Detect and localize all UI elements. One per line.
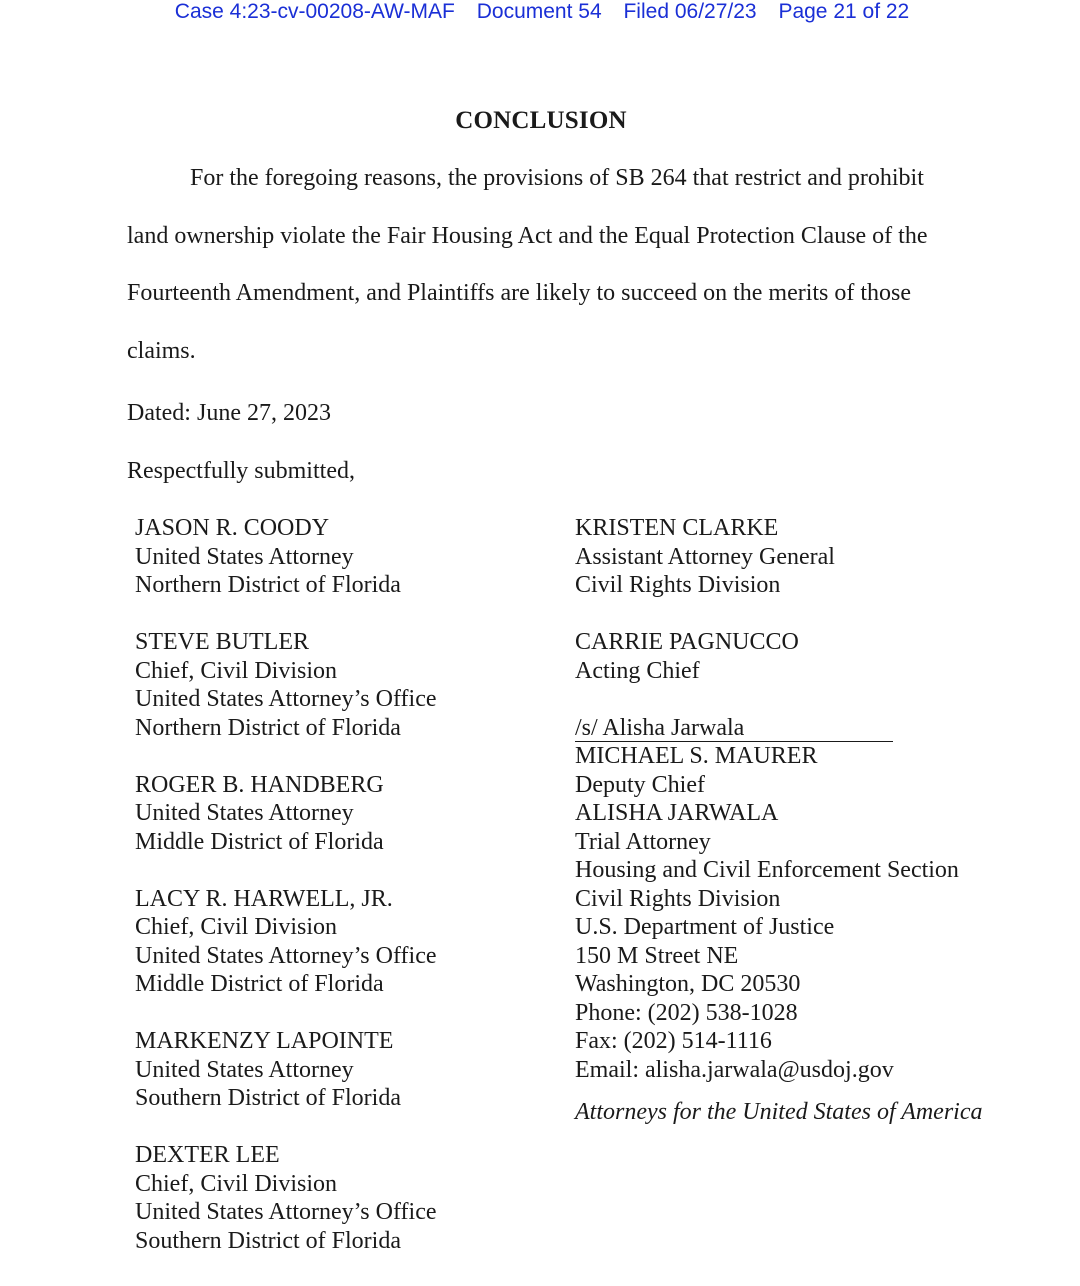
signatory-title: Acting Chief	[575, 657, 700, 684]
signatory-name: MARKENZY LAPOINTE	[135, 1028, 394, 1054]
signatory-contact-block	[575, 742, 983, 1084]
street-address: 150 M Street NE	[575, 942, 739, 969]
signatory-title: United States Attorney	[135, 543, 354, 570]
department-name: U.S. Department of Justice	[575, 914, 835, 940]
email-address: Email: alisha.jarwala@usdoj.gov	[575, 1056, 894, 1083]
right-signature-column	[575, 514, 983, 1127]
division-name: Civil Rights Division	[575, 885, 781, 912]
signatory-name: ALISHA JARWALA	[575, 800, 779, 826]
signatory-district: Southern District of Florida	[135, 1227, 401, 1254]
signatory-title: Deputy Chief	[575, 771, 705, 798]
signatory-title: United States Attorney	[135, 1056, 354, 1083]
signatory-title: United States Attorney	[135, 800, 354, 826]
signatory-block	[135, 514, 437, 600]
paragraph-line: Fourteenth Amendment, and Plaintiffs are likely to succeed on the merits of those	[127, 280, 912, 306]
signatory-block	[135, 1141, 437, 1255]
signatory-title: Assistant Attorney General	[575, 543, 835, 570]
signatory-block	[575, 514, 983, 600]
conclusion-paragraph	[127, 150, 967, 380]
paragraph-line: claims.	[127, 337, 196, 364]
fax-number: Fax: (202) 514-1116	[575, 1028, 772, 1054]
page-number: Page 21 of 22	[778, 0, 910, 23]
signatory-name: ROGER B. HANDBERG	[135, 771, 384, 798]
respectfully-submitted: Respectfully submitted,	[127, 458, 355, 484]
signatory-block	[135, 771, 437, 857]
signatory-block	[135, 885, 437, 999]
document-number: Document 54	[476, 0, 602, 23]
signatory-district: Northern District of Florida	[135, 714, 401, 741]
filing-header	[0, 0, 1080, 24]
filed-date: Filed 06/27/23	[623, 0, 757, 23]
signatory-name: MICHAEL S. MAURER	[575, 743, 818, 769]
signature-line-wrapper	[575, 714, 983, 743]
city-address: Washington, DC 20530	[575, 971, 801, 997]
signatory-block	[135, 1027, 437, 1113]
signatory-title: Trial Attorney	[575, 828, 711, 855]
signatory-title: Chief, Civil Division	[135, 657, 338, 684]
dated-line: Dated: June 27, 2023	[127, 400, 331, 426]
signatory-block	[135, 628, 437, 742]
signatory-office: United States Attorney’s Office	[135, 942, 437, 969]
signatory-name: DEXTER LEE	[135, 1142, 280, 1168]
case-number: Case 4:23-cv-00208-AW-MAF	[174, 0, 455, 23]
signatory-name: JASON R. COODY	[135, 515, 330, 541]
signatory-name: LACY R. HARWELL, JR.	[135, 885, 393, 912]
signatory-office: Northern District of Florida	[135, 572, 401, 598]
signature-line: /s/ Alisha Jarwala	[575, 715, 893, 743]
signatory-block	[575, 628, 983, 685]
signatory-office: United States Attorney’s Office	[135, 686, 437, 712]
signatory-office: United States Attorney’s Office	[135, 1199, 437, 1225]
left-signature-column	[135, 514, 437, 1255]
signatory-office: Middle District of Florida	[135, 828, 384, 855]
signatory-office: Civil Rights Division	[575, 572, 781, 598]
signatory-district: Middle District of Florida	[135, 971, 384, 997]
paragraph-line: For the foregoing reasons, the provisions of SB 264 that restrict and prohibit	[190, 165, 924, 191]
section-name: Housing and Civil Enforcement Section	[575, 857, 959, 883]
signatory-title: Chief, Civil Division	[135, 914, 338, 940]
signatory-office: Southern District of Florida	[135, 1085, 401, 1111]
paragraph-line: land ownership violate the Fair Housing Act and the Equal Protection Clause of the	[127, 222, 928, 249]
signatory-name: STEVE BUTLER	[135, 629, 309, 655]
attorneys-for-line: Attorneys for the United States of America	[575, 1099, 983, 1125]
signatory-title: Chief, Civil Division	[135, 1170, 338, 1197]
signatory-name: CARRIE PAGNUCCO	[575, 629, 799, 655]
phone-number: Phone: (202) 538-1028	[575, 999, 798, 1026]
section-heading: CONCLUSION	[455, 107, 627, 134]
signatory-name: KRISTEN CLARKE	[575, 515, 779, 541]
